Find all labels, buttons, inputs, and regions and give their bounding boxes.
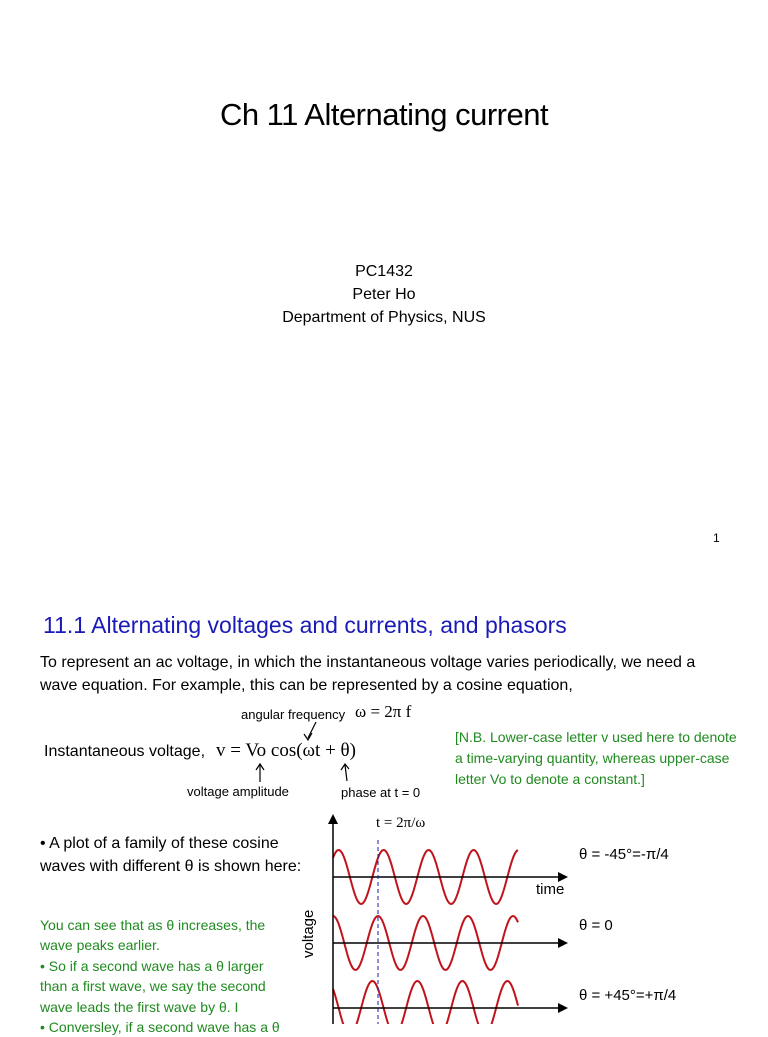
- voltage-amplitude-label: voltage amplitude: [187, 784, 289, 799]
- arrow-to-omega: [308, 722, 316, 738]
- note-line-3: letter Vo to denote a constant.]: [455, 771, 645, 787]
- instantaneous-voltage-label: Instantaneous voltage,: [44, 743, 206, 760]
- plot-bullet-line-2: waves with different θ is shown here:: [40, 858, 302, 875]
- voltage-equation: v = Vo cos(ωt + θ): [216, 740, 356, 761]
- angular-frequency-label: angular frequency: [241, 707, 346, 722]
- plot-bullet-line-1: • A plot of a family of these cosine: [40, 835, 279, 852]
- cosine-plot: [300, 810, 600, 1024]
- course-code: PC1432: [355, 263, 413, 280]
- x-axis-label: time: [536, 881, 565, 898]
- page-number: 1: [713, 531, 720, 545]
- cosine-wave-3: [333, 981, 518, 1024]
- wave-group: [333, 850, 518, 1024]
- green-line-4: than a first wave, we say the second: [40, 978, 266, 994]
- intro-line-1: To represent an ac voltage, in which the instantaneous voltage varies periodically, we need a: [40, 654, 696, 671]
- section-heading: 11.1 Alternating voltages and currents, and phasors: [43, 612, 567, 638]
- department: Department of Physics, NUS: [282, 309, 486, 326]
- author-name: Peter Ho: [352, 286, 416, 303]
- curve-label-3: θ = +45°=+π/4: [579, 987, 677, 1004]
- note-line-2: a time-varying quantity, whereas upper-case: [455, 750, 730, 766]
- intro-line-2: wave equation. For example, this can be represented by a cosine equation,: [40, 677, 573, 694]
- y-axis-label: voltage: [300, 909, 317, 958]
- green-line-1: You can see that as θ increases, the: [40, 917, 266, 933]
- y-axis-arrowhead: [328, 814, 338, 824]
- green-line-6: • Conversley, if a second wave has a θ: [40, 1019, 280, 1035]
- slide-title: Ch 11 Alternating current: [219, 97, 549, 132]
- green-line-5: wave leads the first wave by θ. I: [40, 999, 239, 1015]
- note-line-1: [N.B. Lower-case letter v used here to denote: [455, 729, 737, 745]
- arrow-to-theta: [345, 765, 347, 781]
- time-marker-label: t = 2π/ω: [376, 815, 426, 831]
- phase-label: phase at t = 0: [341, 785, 421, 800]
- curve-label-2: θ = 0: [579, 917, 613, 934]
- curve-label-1: θ = -45°=-π/4: [579, 846, 669, 863]
- green-line-2: wave peaks earlier.: [40, 937, 160, 953]
- angular-frequency-equation: ω = 2π f: [355, 702, 412, 721]
- green-line-3: • So if a second wave has a θ larger: [40, 958, 264, 974]
